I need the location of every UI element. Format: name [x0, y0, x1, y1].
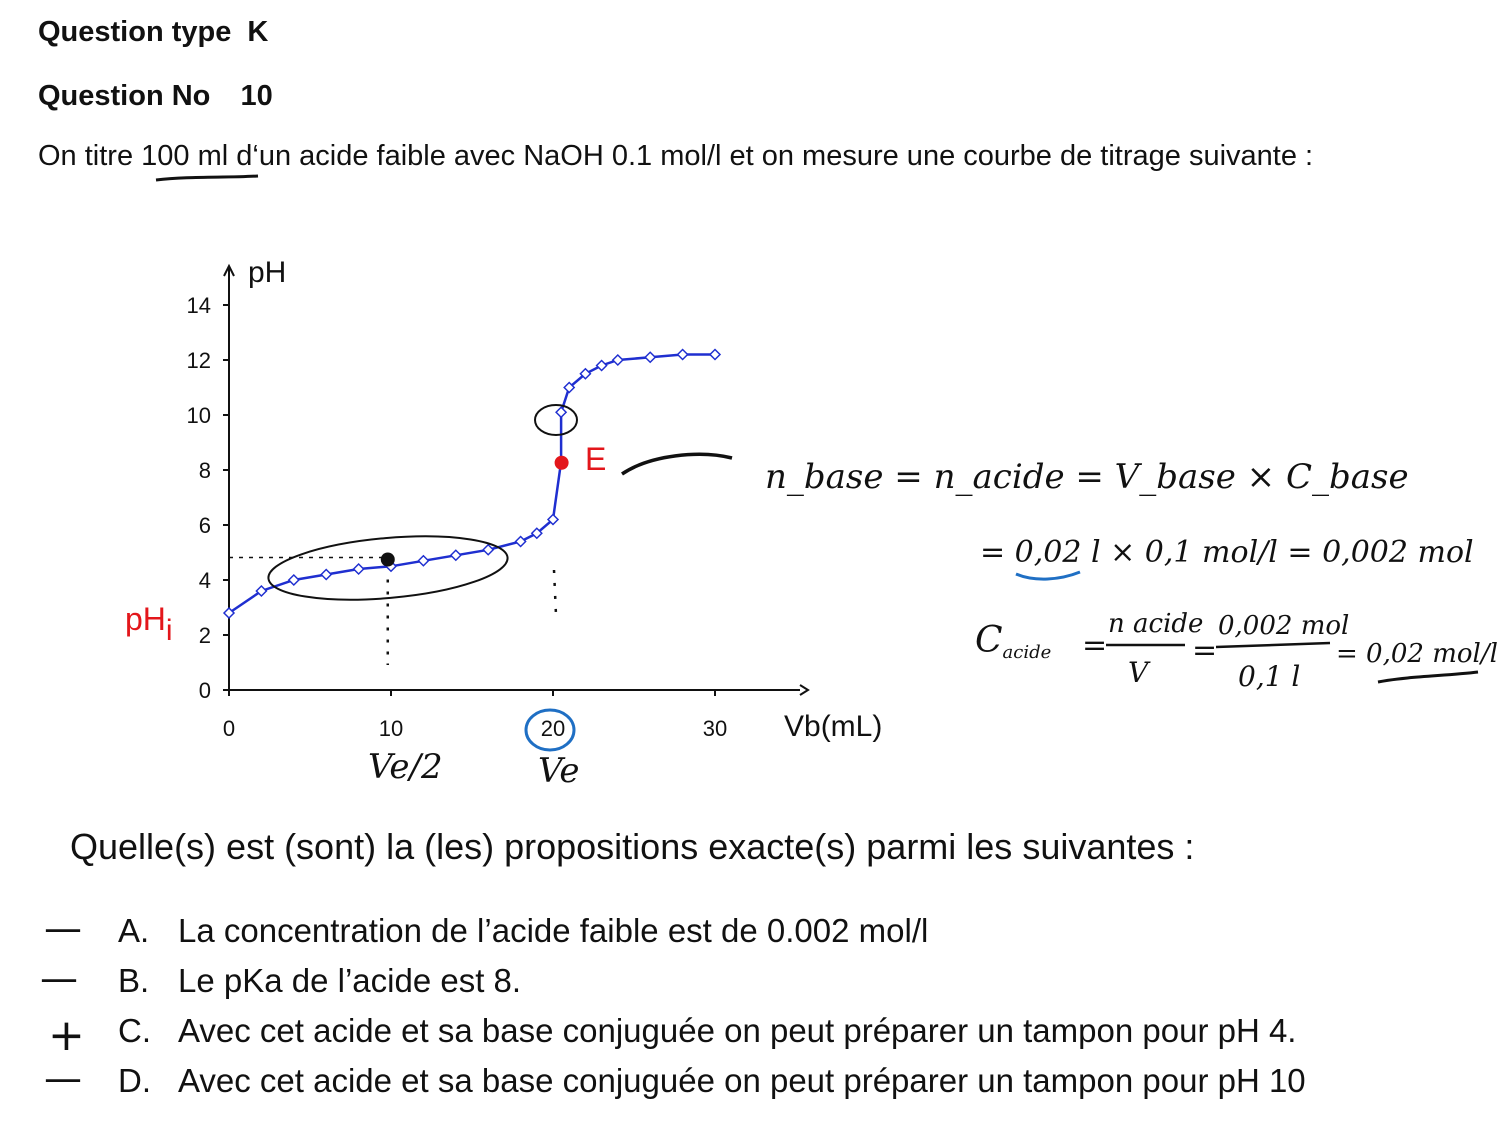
frac-result: = 0,02 mol/l: [1336, 639, 1498, 669]
option-c-text: Avec cet acide et sa base conjuguée on peut préparer un tampon pour pH 4.: [178, 1012, 1297, 1049]
data-point: [418, 556, 428, 566]
option-c-letter: C.: [118, 1012, 151, 1049]
option-b-letter: B.: [118, 962, 150, 999]
question-type-label: Question type: [38, 16, 232, 48]
frac2-den: 0,1 l: [1238, 660, 1301, 693]
handwritten-arrow: [622, 454, 732, 474]
y-tick-label: 6: [198, 513, 211, 538]
x-axis-label: Vb(mL): [784, 710, 883, 743]
titration-curve-line: [229, 355, 715, 614]
handwritten-mark-d: —: [44, 1056, 82, 1100]
handwritten-mark-c: +: [48, 1010, 85, 1061]
y-tick-label: 12: [186, 348, 211, 373]
frac2-bar: [1216, 643, 1330, 647]
chart-markers: [125, 441, 606, 647]
y-tick-label: 10: [186, 403, 211, 428]
handwritten-ve: Ve: [538, 751, 580, 791]
handwritten-underline-blue: [1016, 572, 1080, 579]
half-equivalence-point: [381, 553, 395, 567]
x-tick-label: 10: [378, 716, 404, 741]
handwritten-c-acide: [975, 620, 1051, 663]
data-point: [613, 355, 623, 365]
option-b-text: Le pKa de l’acide est 8.: [178, 962, 522, 999]
chart-axes: [224, 256, 882, 743]
option-d[interactable]: [118, 1062, 1306, 1100]
data-point: [645, 352, 655, 362]
option-c[interactable]: [118, 1012, 1296, 1050]
question-number-label: Question No: [38, 80, 211, 112]
option-a-letter: A.: [118, 912, 150, 949]
option-a-text: La concentration de l’acide faible est de 0.002 mol/l: [178, 912, 929, 949]
data-point: [678, 350, 688, 360]
question-prompt: Quelle(s) est (sont) la (les) propositions exacte(s) parmi les suivantes :: [70, 826, 1195, 867]
data-point: [556, 407, 566, 417]
frac2-num: 0,002 mol: [1218, 611, 1350, 641]
phi-label-main: pH: [125, 601, 166, 637]
equivalence-guide-v: [554, 570, 556, 615]
x-axis-arrow: [800, 685, 808, 695]
chart-guides: [229, 558, 556, 666]
data-point: [597, 361, 607, 371]
option-b[interactable]: [118, 962, 521, 1000]
equivalence-point: [555, 456, 569, 470]
underline-100ml: [156, 176, 258, 180]
data-point: [516, 537, 526, 547]
handwritten-line1: n_base = n_acide = V_base × C_base: [765, 457, 1409, 497]
result-underline: [1378, 672, 1478, 682]
y-tick-label: 8: [198, 458, 211, 483]
chart-ticks: [187, 293, 728, 741]
y-tick-label: 4: [198, 568, 211, 593]
y-tick-label: 14: [186, 293, 211, 318]
option-d-text: Avec cet acide et sa base conjuguée on peut préparer un tampon pour pH 10: [178, 1062, 1306, 1099]
titration-curve: [224, 350, 720, 619]
x-tick-label: 30: [702, 716, 728, 741]
handwritten-veh: Ve/2: [368, 747, 443, 787]
question-type-value: K: [247, 16, 269, 48]
data-point: [451, 550, 461, 560]
x-tick-label: 20: [540, 716, 566, 741]
option-d-letter: D.: [118, 1062, 151, 1099]
data-point: [289, 575, 299, 585]
c-acide-main: C: [975, 620, 1003, 661]
phi-label: [125, 601, 173, 647]
y-tick-label: 2: [198, 623, 211, 648]
equals-1: =: [1082, 628, 1108, 663]
data-point: [321, 570, 331, 580]
frac1-den: V: [1128, 656, 1149, 689]
equivalence-label: E: [585, 441, 607, 477]
frac1-num: n acide: [1108, 609, 1204, 639]
y-tick-label: 0: [198, 678, 211, 703]
question-number-value: 10: [240, 80, 273, 112]
intro-text: On titre 100 ml d‘un acide faible avec NaOH 0.1 mol/l et on mesure une courbe de titrage suivante :: [38, 140, 1314, 172]
option-a[interactable]: [118, 912, 928, 950]
jump-circle: [535, 405, 577, 435]
data-point: [483, 545, 493, 555]
equals-2: =: [1192, 633, 1218, 668]
handwritten-mark-b: —: [40, 956, 78, 1000]
x-tick-label: 0: [222, 716, 236, 741]
phi-label-sub: i: [165, 614, 173, 647]
data-point: [354, 564, 364, 574]
handwritten-line2: = 0,02 l × 0,1 mol/l = 0,002 mol: [980, 535, 1474, 570]
c-acide-sub: acide: [1002, 642, 1052, 663]
y-axis-label: pH: [248, 256, 287, 289]
data-point: [710, 350, 720, 360]
handwritten-mark-a: —: [44, 906, 82, 950]
